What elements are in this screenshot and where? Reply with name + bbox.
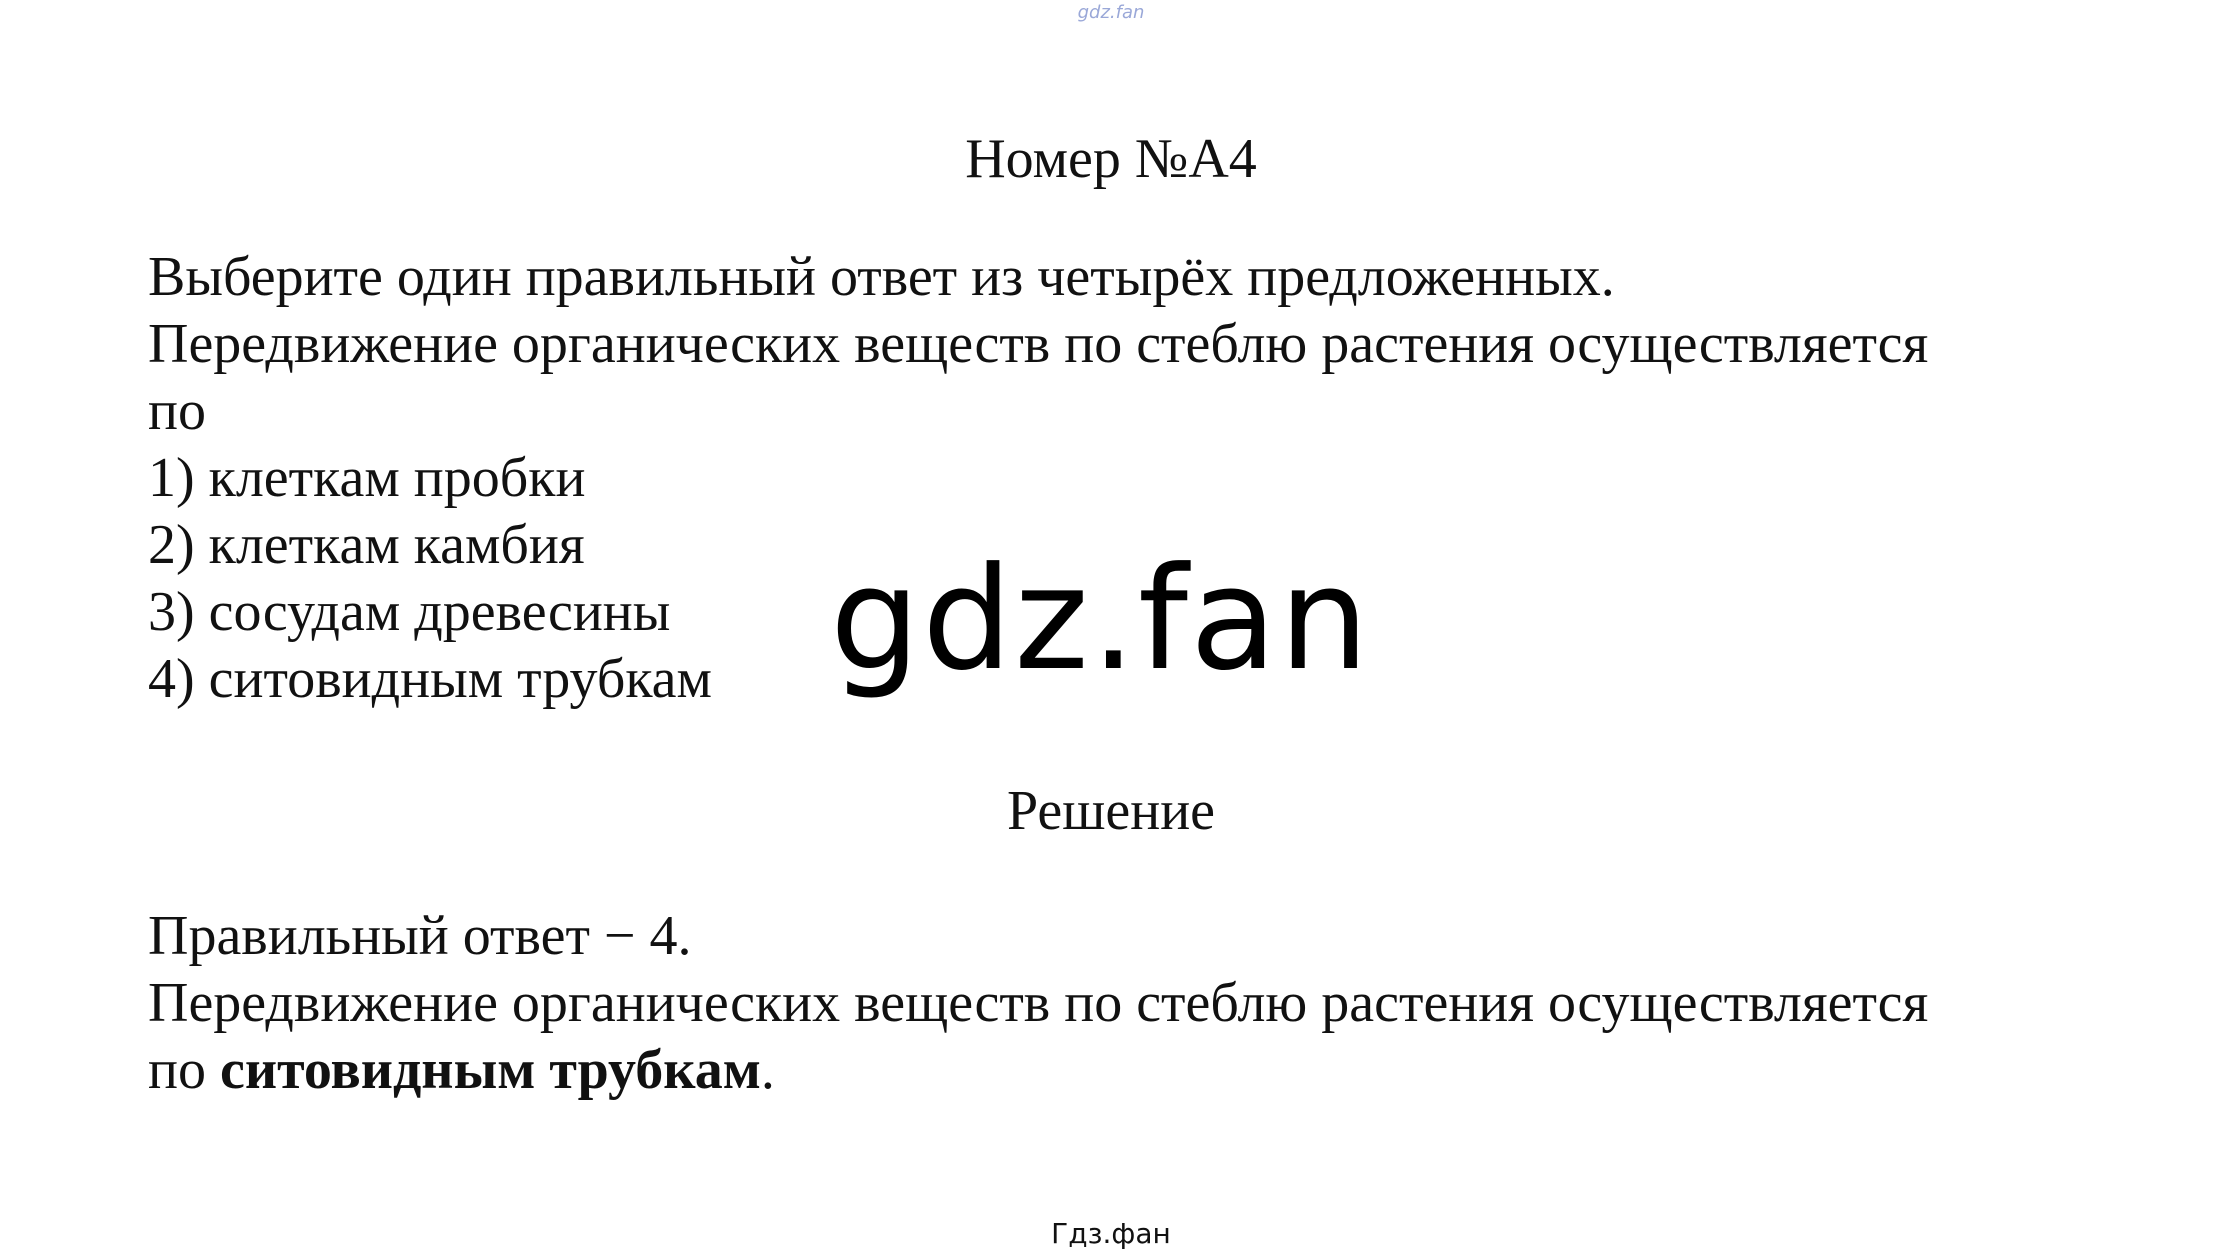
- explanation-suffix: .: [760, 1039, 775, 1101]
- task-question-line-2: по: [148, 380, 206, 442]
- task-instruction: Выберите один правильный ответ из четырёх предложенных.: [148, 246, 1615, 308]
- answer-option-1: 1) клеткам пробки: [148, 447, 586, 509]
- explanation-line-2: [148, 1037, 2128, 1104]
- answer-option-3: 3) сосудам древесины: [148, 581, 671, 643]
- correct-answer: Правильный ответ − 4.: [148, 905, 692, 967]
- solution-text: [148, 903, 2128, 1104]
- answer-option-2: 2) клеткам камбия: [148, 514, 585, 576]
- explanation-highlight: ситовидным трубкам: [219, 1039, 761, 1101]
- task-question-line-1: Передвижение органических веществ по стеблю растения осуществляется: [148, 313, 1929, 375]
- task-title: Номер №А4: [965, 128, 1257, 190]
- footer-watermark: Гдз.фан: [1051, 1217, 1171, 1250]
- explanation-prefix: по: [148, 1039, 220, 1101]
- top-watermark: gdz.fan: [1077, 2, 1145, 23]
- solution-heading: Решение: [1006, 780, 1216, 842]
- explanation-line-1: Передвижение органических веществ по стеблю растения осуществляется: [148, 972, 1929, 1034]
- answer-option-4: 4) ситовидным трубкам: [148, 648, 712, 710]
- center-watermark: gdz.fan: [830, 537, 1371, 702]
